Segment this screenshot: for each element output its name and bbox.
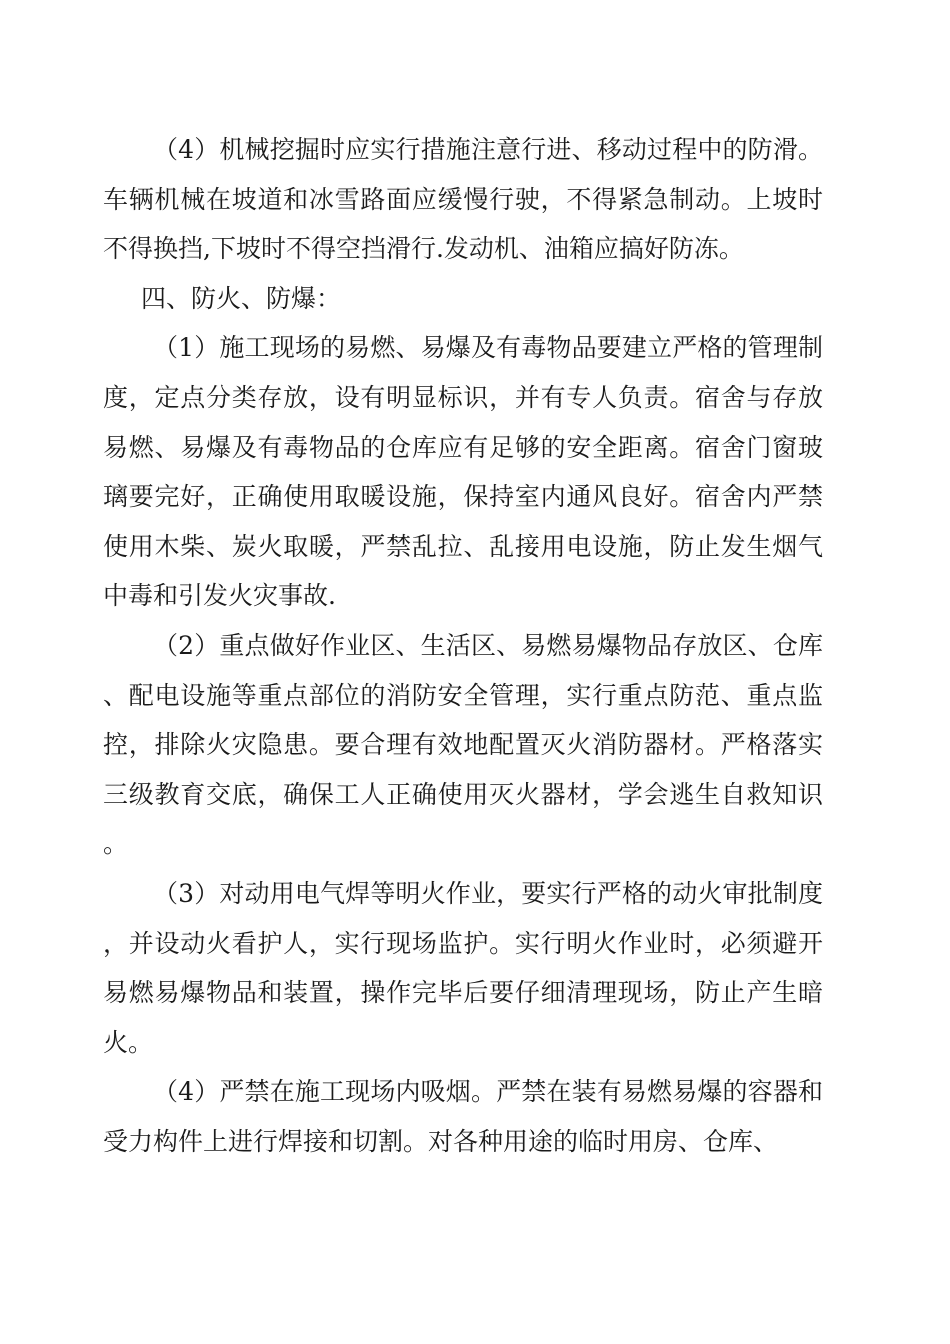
paragraph-hot-work-approval: （3）对动用电气焊等明火作业，要实行严格的动火审批制度，并设动火看护人，实行现场监护。实行明火作业时，必须避开易燃易爆物品和装置，操作完毕后要仔细清理现场，防止产生暗火。 [103,878,823,1057]
document-body [103,125,823,1166]
paragraph-excavation-antiskid: （4）机械挖掘时应实行措施注意行进、移动过程中的防滑。车辆机械在坡道和冰雪路面应缓慢行驶，不得紧急制动。上坡时不得换挡,下坡时不得空挡滑行.发动机、油箱应搞好防冻。 [103,135,823,264]
paragraph-fire-safety-management: （2）重点做好作业区、生活区、易燃易爆物品存放区、仓库、配电设施等重点部位的消防安全管理，实行重点防范、重点监控，排除火灾隐患。要合理有效地配置灭火消防器材。严格落实三级教育交底，确保工人正确使用灭火器材，学会逃生自救知识。 [103,630,823,859]
paragraph-hazardous-storage: （1）施工现场的易燃、易爆及有毒物品要建立严格的管理制度，定点分类存放，设有明显标识，并有专人负责。宿舍与存放易燃、易爆及有毒物品的仓库应有足够的安全距离。宿舍门窗玻璃要完好，正确使用取暖设施，保持室内通风良好。宿舍内严禁使用木柴、炭火取暖，严禁乱拉、乱接用电设施，防止发生烟气中毒和引发火灾事故. [103,333,823,611]
paragraph-no-smoking: （4）严禁在施工现场内吸烟。严禁在装有易燃易爆的容器和受力构件上进行焊接和切割。对各种用途的临时用房、仓库、 [103,1077,823,1156]
section-heading-fire-explosion: 四、防火、防爆： [141,283,342,313]
